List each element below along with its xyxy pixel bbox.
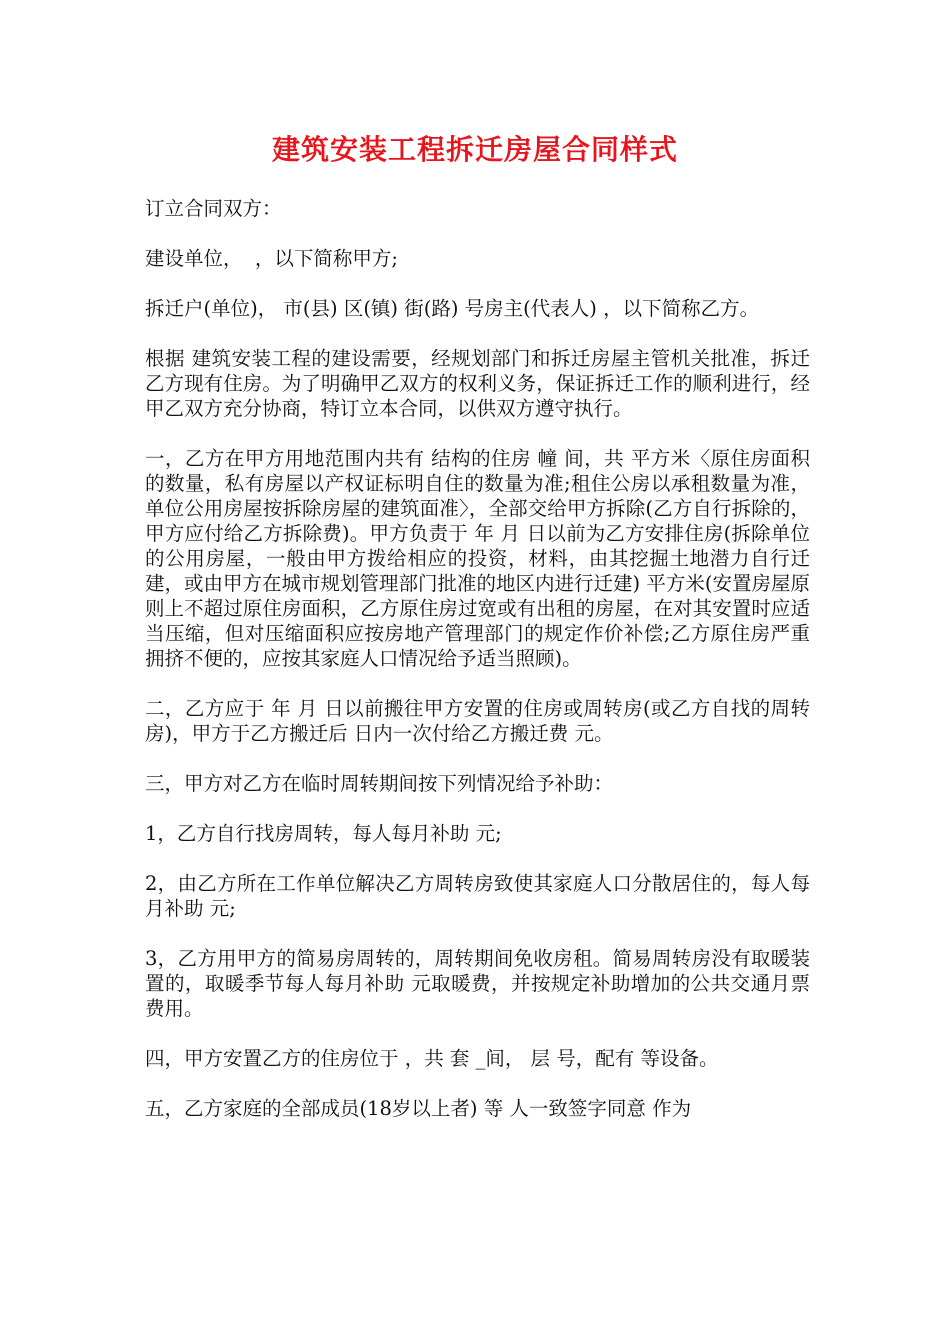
paragraph-party-a: 建设单位， ，以下简称甲方; bbox=[145, 247, 398, 270]
paragraph-clause-3-item-1: 1，乙方自行找房周转，每人每月补助 元; bbox=[145, 822, 502, 845]
paragraph-clause-3-item-2: 2，由乙方所在工作单位解决乙方周转房致使其家庭人口分散居住的，每人每月补助 元; bbox=[145, 872, 810, 920]
paragraph-clause-2: 二，乙方应于 年 月 日以前搬往甲方安置的住房或周转房(或乙方自找的周转房)，甲方于乙方搬迁后 日内一次付给乙方搬迁费 元。 bbox=[145, 697, 810, 745]
paragraph-clause-5: 五，乙方家庭的全部成员(18岁以上者) 等 人一致签字同意 作为 bbox=[145, 1097, 692, 1120]
paragraph-clause-3-item-3: 3，乙方用甲方的简易房周转的，周转期间免收房租。简易周转房没有取暖装置的，取暖季节每人每月补助 元取暖费，并按规定补助增加的公共交通月票费用。 bbox=[145, 947, 810, 1020]
paragraph-clause-3: 三，甲方对乙方在临时周转期间按下列情况给予补助： bbox=[145, 772, 614, 795]
paragraph-party-b: 拆迁户(单位)， 市(县) 区(镇) 街(路) 号房主(代表人) ，以下简称乙方。 bbox=[145, 297, 760, 320]
paragraph-clause-1: 一，乙方在甲方用地范围内共有 结构的住房 幢 间，共 平方米〈原住房面积的数量，私有房屋以产权证标明自住的数量为准;租住公房以承租数量为准，单位公用房屋按拆除房屋的建筑面准〉，全部交给甲方拆除(乙方自行拆除的，甲方应付给乙方拆除费)。甲方负责于 年 月 日以前为乙方安排住房(拆除单位的公用房屋，一般由甲方拨给相应的投资，材料，由其挖掘土地潜力自行迁建，或由甲方在城市规划管理部门批准的地区内进行迁建) 平方米(安置房屋原则上不超过原住房面积，乙方原住房过宽或有出租的房屋，在对其安置时应适当压缩，但对压缩面积应按房地产管理部门的规定作价补偿;乙方原住房严重拥挤不便的，应按其家庭人口情况给予适当照顾)。 bbox=[145, 447, 810, 670]
paragraph-parties: 订立合同双方： bbox=[145, 197, 282, 220]
document-body bbox=[145, 196, 810, 1146]
paragraph-clause-4: 四，甲方安置乙方的住房位于 ，共 套 _间， 层 号，配有 等设备。 bbox=[145, 1047, 719, 1070]
document-title: 建筑安装工程拆迁房屋合同样式 bbox=[271, 133, 678, 166]
paragraph-preamble: 根据 建筑安装工程的建设需要，经规划部门和拆迁房屋主管机关批准，拆迁乙方现有住房。为了明确甲乙双方的权利义务，保证拆迁工作的顺利进行，经甲乙双方充分协商，特订立本合同，以供双方遵守执行。 bbox=[145, 347, 810, 420]
